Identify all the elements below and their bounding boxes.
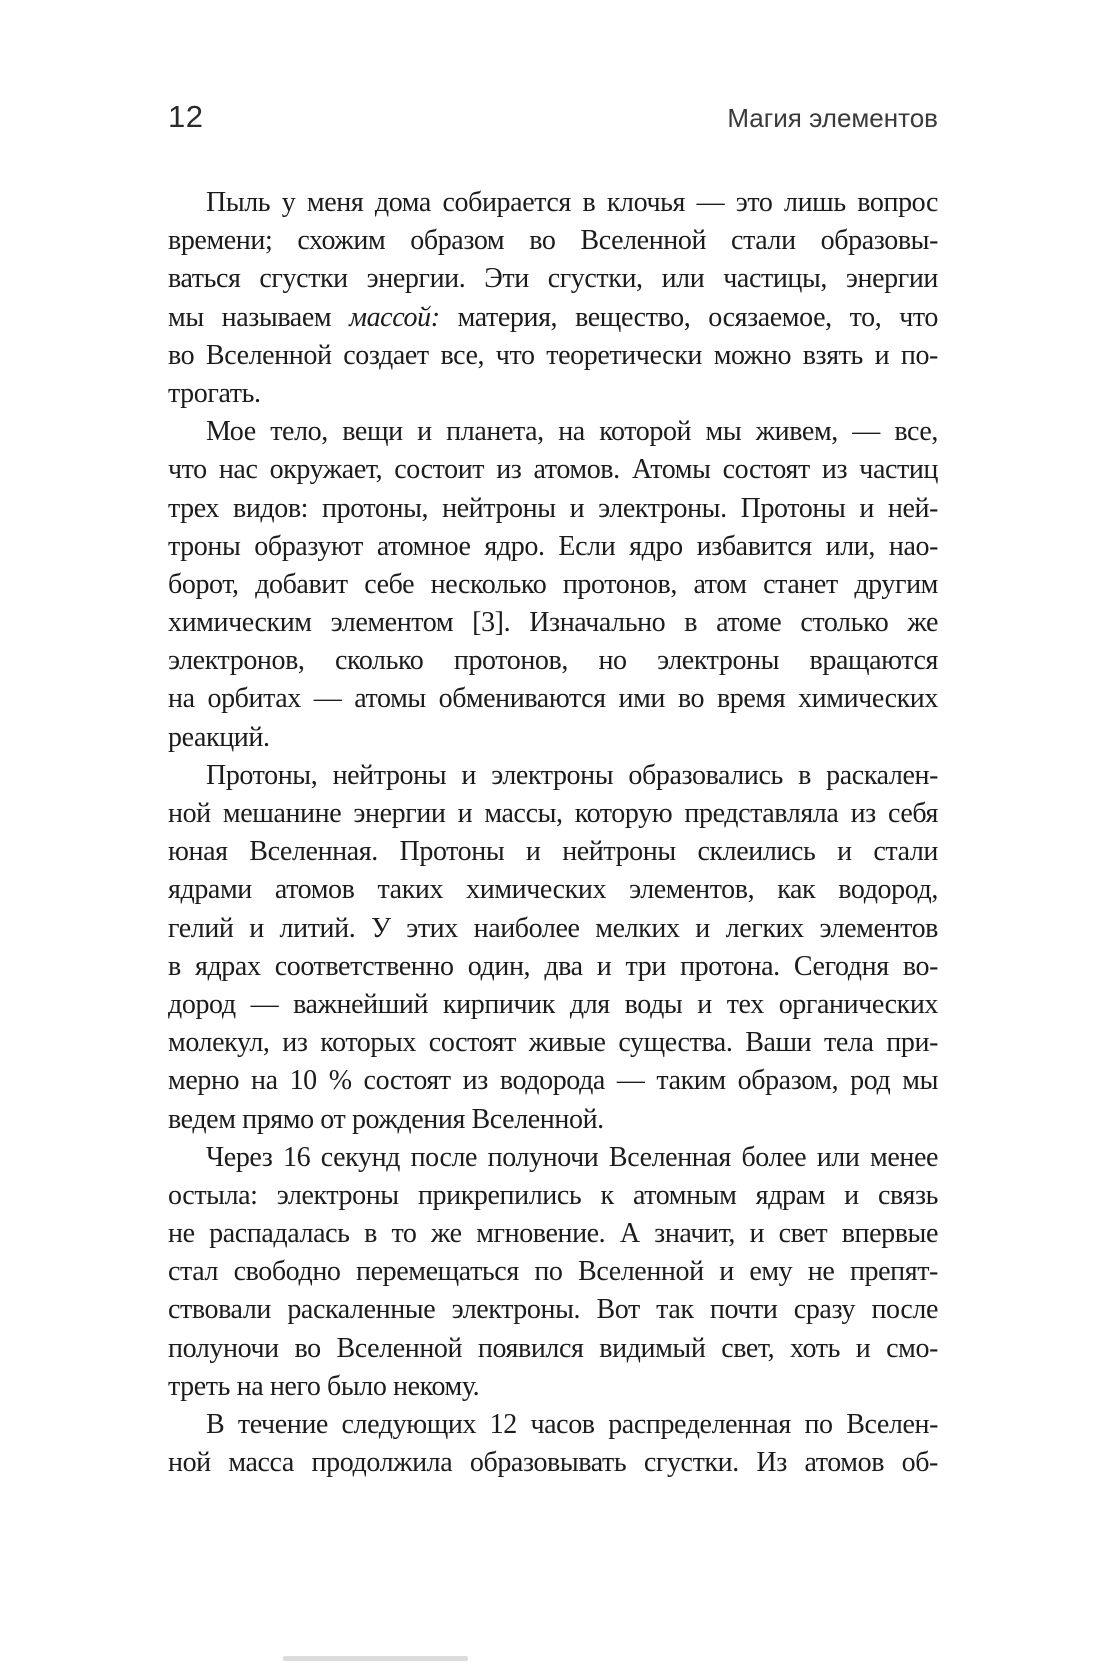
text-line: Пыль у меня дома собирается в клочья — это лишь вопрос [206, 187, 938, 218]
paragraph [168, 184, 938, 413]
text-line: Протоны, нейтроны и электроны образовались в раскален- [206, 759, 938, 791]
text-line: дород — важнейший кирпичик для воды и тех органических [168, 988, 938, 1020]
text-line: на орбитах — атомы обмениваются ими во время химических [168, 683, 938, 715]
paragraph [168, 413, 938, 757]
running-header [168, 99, 938, 135]
text-line: ной масса продолжила образовывать сгустки. Из атомов об- [168, 1447, 938, 1479]
paragraph [168, 757, 938, 1139]
text-line: ваться сгустки энергии. Эти сгустки, или частицы, энергии [168, 263, 938, 295]
text-line: во Вселенной создает все, что теоретически можно взять и по- [168, 339, 938, 371]
paragraph [168, 1406, 938, 1482]
text-line: ядрами атомов таких химических элементов, как водород, [168, 874, 938, 906]
text-line: полуночи во Вселенной появился видимый свет, хоть и смо- [168, 1332, 938, 1364]
text-line: мы называем массой: материя, вещество, осязаемое, то, что [168, 301, 938, 333]
text-line: троны образуют атомное ядро. Если ядро избавится или, нао- [168, 530, 938, 562]
text-line: электронов, сколько протонов, но электроны вращаются [168, 645, 938, 677]
text-line: Через 16 секунд после полуночи Вселенная более или менее [206, 1141, 938, 1173]
text-line: треть на него было некому. [168, 1370, 480, 1402]
text-line: ведем прямо от рождения Вселенной. [168, 1103, 604, 1135]
scan-artifact [283, 1656, 468, 1661]
text-line: химическим элементом [3]. Изначально в атоме столько же [168, 607, 938, 639]
running-title: Магия элементов [727, 103, 938, 133]
text-line: Мое тело, вещи и планета, на которой мы живем, — все, [206, 416, 938, 448]
text-line: юная Вселенная. Протоны и нейтроны склеились и стали [168, 836, 938, 868]
text-line: молекул, из которых состоят живые существа. Ваши тела при- [168, 1027, 938, 1059]
paragraph [168, 1139, 938, 1406]
text-line: гелий и литий. У этих наиболее мелких и легких элементов [168, 912, 938, 944]
text-line: реакций. [168, 721, 270, 753]
text-line: трогать. [168, 377, 261, 409]
text-line: В течение следующих 12 часов распределенная по Вселен- [206, 1409, 938, 1440]
page-number: 12 [168, 99, 204, 134]
text-line: ной мешанине энергии и массы, которую представляла из себя [168, 798, 938, 829]
text-line: мерно на 10 % состоят из водорода — таким образом, род мы [168, 1065, 938, 1097]
text-line: стал свободно перемещаться по Вселенной и ему не препят- [168, 1256, 938, 1288]
text-line: трех видов: протоны, нейтроны и электроны. Протоны и ней- [168, 492, 938, 524]
text-line: в ядрах соответственно один, два и три протона. Сегодня во- [168, 950, 938, 982]
text-line: что нас окружает, состоит из атомов. Атомы состоят из частиц [168, 454, 938, 486]
text-line: времени; схожим образом во Вселенной стали образовы- [168, 225, 938, 257]
text-line: остыла: электроны прикрепились к атомным ядрам и связь [168, 1179, 938, 1211]
text-line: борот, добавит себе несколько протонов, атом станет другим [168, 568, 938, 600]
text-line: не распадалась в то же мгновение. А значит, и свет впервые [168, 1218, 938, 1250]
text-line: ствовали раскаленные электроны. Вот так почти сразу после [168, 1294, 938, 1326]
body-text [168, 184, 938, 1482]
